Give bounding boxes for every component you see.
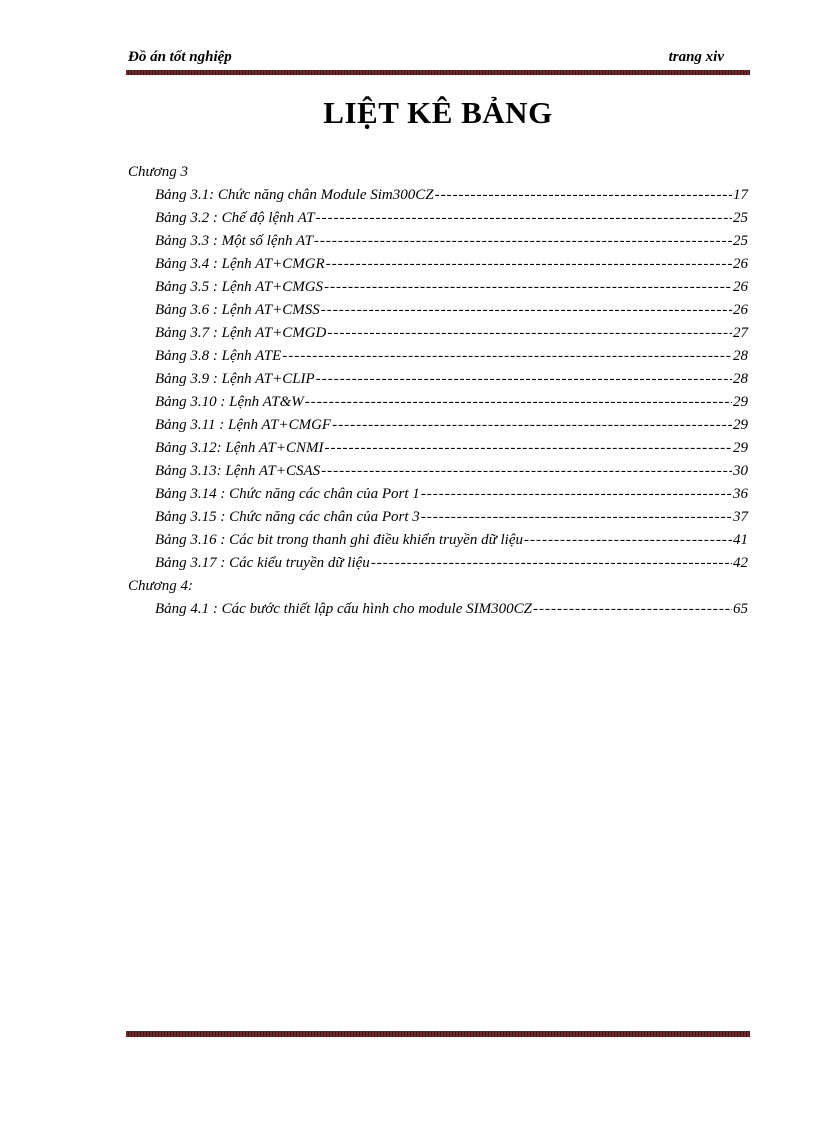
toc-entry-label: Bảng 3.4 : Lệnh AT+CMGR [155, 256, 325, 272]
header-thesis-title: Đồ án tốt nghiệp [128, 49, 232, 65]
dot-leader [316, 368, 732, 391]
toc-entry[interactable] [155, 483, 748, 506]
toc-entry-page: 27 [733, 325, 748, 341]
toc-entry-page: 37 [733, 509, 748, 525]
toc-entry-label: Bảng 3.15 : Chức năng các chân của Port 3 [155, 509, 420, 525]
page-header [126, 47, 750, 67]
toc-entry[interactable] [155, 322, 748, 345]
dot-leader [332, 414, 732, 437]
toc-entry-label: Bảng 3.6 : Lệnh AT+CMSS [155, 302, 320, 318]
toc-entry-page: 28 [733, 348, 748, 364]
toc-entry-label: Bảng 3.9 : Lệnh AT+CLIP [155, 371, 315, 387]
toc-entry-page: 36 [733, 486, 748, 502]
dot-leader [282, 345, 732, 368]
toc-entry[interactable] [155, 368, 748, 391]
toc-entry-label: Bảng 3.13: Lệnh AT+CSAS [155, 463, 321, 479]
dot-leader [371, 552, 732, 575]
header-divider [126, 70, 750, 75]
toc-entry-label: Bảng 4.1 : Các bước thiết lập cấu hình cho module SIM300CZ [155, 601, 532, 617]
toc-entry[interactable] [155, 506, 748, 529]
dot-leader [524, 529, 732, 552]
dot-leader [314, 230, 732, 253]
dot-leader [421, 506, 732, 529]
toc-entry-page: 17 [733, 187, 748, 203]
toc-entry-page: 41 [733, 532, 748, 548]
toc-entry-label: Bảng 3.3 : Một số lệnh AT [155, 233, 313, 249]
toc-entry-label: Bảng 3.5 : Lệnh AT+CMGS [155, 279, 324, 295]
toc-entry[interactable] [155, 598, 748, 621]
page-title: LIỆT KÊ BẢNG [323, 95, 553, 130]
toc-entry-page: 29 [733, 394, 748, 410]
toc-entry[interactable] [155, 437, 748, 460]
toc-entry-page: 26 [733, 279, 748, 295]
toc-entry[interactable] [155, 276, 748, 299]
toc-entry[interactable] [155, 345, 748, 368]
toc-entry-page: 26 [733, 302, 748, 318]
toc-entry-page: 26 [733, 256, 748, 272]
footer-divider [126, 1031, 750, 1037]
toc-entry-label: Bảng 3.10 : Lệnh AT&W [155, 394, 304, 410]
toc-entry[interactable] [155, 529, 748, 552]
toc-entry-label: Bảng 3.1: Chức năng chân Module Sim300CZ [155, 187, 434, 203]
chapter-heading: Chương 4: [128, 578, 193, 594]
dot-leader [421, 483, 732, 506]
toc-entry-page: 28 [733, 371, 748, 387]
toc-entry-page: 65 [733, 601, 748, 617]
chapter-heading: Chương 3 [128, 164, 188, 180]
dot-leader [327, 322, 732, 345]
dot-leader [324, 276, 732, 299]
dot-leader [533, 598, 732, 621]
toc-entry-label: Bảng 3.8 : Lệnh ATE [155, 348, 282, 364]
dot-leader [435, 184, 732, 207]
toc-entry-page: 30 [733, 463, 748, 479]
toc-entry-page: 25 [733, 233, 748, 249]
toc-entry-label: Bảng 3.12: Lệnh AT+CNMI [155, 440, 324, 456]
toc-entry[interactable] [155, 552, 748, 575]
toc-entry-label: Bảng 3.2 : Chế độ lệnh AT [155, 210, 315, 226]
toc-entry-label: Bảng 3.17 : Các kiểu truyền dữ liệu [155, 555, 370, 571]
header-page-number: trang xiv [668, 49, 724, 65]
toc-entry-label: Bảng 3.11 : Lệnh AT+CMGF [155, 417, 332, 433]
toc-entry[interactable] [155, 414, 748, 437]
dot-leader [316, 207, 732, 230]
toc-entry-page: 42 [733, 555, 748, 571]
toc-entry-page: 29 [733, 417, 748, 433]
toc-entry-label: Bảng 3.7 : Lệnh AT+CMGD [155, 325, 327, 341]
toc-entry[interactable] [155, 207, 748, 230]
dot-leader [305, 391, 732, 414]
dot-leader [324, 437, 732, 460]
toc-entry[interactable] [155, 184, 748, 207]
toc-entry-label: Bảng 3.14 : Chức năng các chân của Port 1 [155, 486, 420, 502]
toc-entry-label: Bảng 3.16 : Các bit trong thanh ghi điều khiển truyền dữ liệu [155, 532, 523, 548]
toc-entry[interactable] [155, 460, 748, 483]
toc-entry[interactable] [155, 391, 748, 414]
dot-leader [321, 299, 732, 322]
table-list [128, 161, 748, 621]
dot-leader [326, 253, 732, 276]
toc-entry-page: 25 [733, 210, 748, 226]
dot-leader [321, 460, 732, 483]
toc-entry-page: 29 [733, 440, 748, 456]
toc-entry[interactable] [155, 230, 748, 253]
toc-entry[interactable] [155, 299, 748, 322]
toc-entry[interactable] [155, 253, 748, 276]
